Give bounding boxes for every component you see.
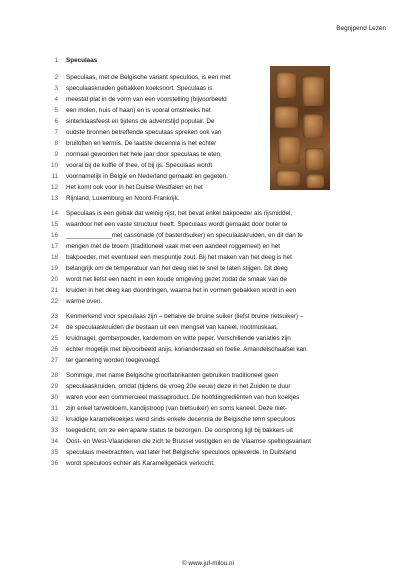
line-text: een molen, huis of haan) en is vooral omstreeks het [66, 107, 211, 114]
line-text: vooral bij de koffie of thee, of bij ijs. Speculaas wordt [66, 162, 213, 169]
line-text: warme oven. [66, 298, 103, 305]
line-number: 10 [50, 162, 58, 169]
line-text: wordt het liefst een nacht in een koude omgeving gezet zodat de smaak van de [66, 276, 288, 283]
line-number: 32 [50, 416, 58, 423]
line-number: 24 [50, 324, 58, 331]
line-text: _____________met cassonade (of basterdsuiker) en speculaaskruiden, en dit dan te [66, 232, 303, 239]
line-number: 35 [50, 449, 58, 456]
line-number: 26 [50, 346, 58, 353]
line-number: 15 [50, 221, 58, 228]
line-text: waardoor het een vaste structuur heeft. Speculaas wordt gemaakt door boter te [66, 221, 288, 228]
line-number: 33 [50, 427, 58, 434]
line-number: 19 [50, 265, 58, 272]
line-number: 16 [50, 232, 58, 239]
line-text: waren voor een commercieel massaproduct. De hoofdingrediënten van hun koekjes [66, 394, 300, 401]
line-number: 1 [54, 57, 58, 64]
line-text: oudste bronnen betreffende speculaas spreken ook van [66, 129, 222, 136]
line-number: 2 [54, 74, 58, 81]
line-text: kruidnagel, gemberpoeder, kardemom en witte peper. Verschillende variaties zijn [66, 335, 291, 342]
line-text: bruiloften en kermis. De laatste decennia is het echter [66, 140, 217, 147]
article-title: Speculaas [66, 57, 98, 64]
line-text: belangrijk om de temperatuur van het deeg niet te snel te laten stijgen. Dit deeg [66, 265, 288, 272]
line-text: toegedicht, om ze een aparte status te bezorgen. De oorsprong ligt bij bakkers uit [66, 427, 293, 434]
line-text: wordt speculoos echter als Karamellgebäck verkocht. [66, 460, 215, 467]
line-number: 8 [54, 140, 58, 147]
line-number: 28 [50, 372, 58, 379]
line-number: 29 [50, 383, 58, 390]
line-number: 13 [50, 195, 58, 202]
line-text: echter mogelijk met bijvoorbeeld anijs, korianderzaad en foelie. Amandelschaafsel kan [66, 346, 307, 353]
line-number: 12 [50, 184, 58, 191]
line-text: Sommige, met name Belgische grootfabrikanten gebruiken traditioneel geen [66, 372, 279, 379]
line-text: speculaaskruiden, omdat (tijdens de vroeg 20e eeuw) deze in het Zuiden te duur [66, 383, 291, 390]
line-text: Kenmerkend voor speculaas zijn – behalve de bruine suiker (liefst bruine rietsuiker) – [66, 313, 304, 320]
line-number: 21 [50, 287, 58, 294]
line-number: 18 [50, 254, 58, 261]
footer-copyright: © www.juf-milou.nl [182, 560, 234, 567]
line-number: 30 [50, 394, 58, 401]
line-number: 25 [50, 335, 58, 342]
line-text: voornamelijk in België en Nederland gemaakt en gegeten. [66, 173, 228, 180]
line-number: 4 [54, 96, 58, 103]
line-text: de speculaaskruiden die bestaan uit een mengsel van kaneel, nootmuskaat, [66, 324, 278, 331]
line-text: Speculaas is een gebak dat weinig rijst, het bevat enkel bakpoeder als rijsmiddel, [66, 210, 293, 217]
line-text: meestal plat in de vorm van een voorstelling (bijvoorbeeld [66, 96, 227, 103]
line-number: 5 [54, 107, 58, 114]
line-text: ter garnering worden toegevoegd. [66, 357, 161, 364]
line-number: 17 [50, 243, 58, 250]
line-number: 31 [50, 405, 58, 412]
line-text: normaal geworden het hele jaar door speculaas te eten, [66, 151, 222, 158]
line-text: zijn enkel tarwebloem, kandijstroop (van bietsuiker) en soms kaneel. Deze niet- [66, 405, 287, 412]
line-number: 34 [50, 438, 58, 445]
speculaas-mold-image [270, 66, 330, 190]
line-text: kruiden in het deeg kan doordringen, waarna het in vormen gebakken wordt in een [66, 287, 297, 294]
line-number: 27 [50, 357, 58, 364]
line-text: bakpoeder, met eventueel een mespuntje zout. Bij het maken van het deeg is het [66, 254, 292, 261]
line-number: 7 [54, 129, 58, 136]
line-number: 6 [54, 118, 58, 125]
line-text: mengen met de bloem (traditioneel vaak met een aandeel roggemeel) en het [66, 243, 281, 250]
line-number: 36 [50, 460, 58, 467]
line-text: Rijnland, Luxemburg en Noord-Frankrijk. [66, 195, 180, 202]
line-text: speculaaskruiden gebakken koeksoort. Speculaas is [66, 85, 213, 92]
line-text: kruidige karamelkoekjes werd sinds enkele decennia de Belgische term speculoos [66, 416, 296, 423]
header-label: Begrijpend Lezen [336, 25, 386, 32]
line-number: 14 [50, 210, 58, 217]
line-text: sinterklaasfeest en tijdens de adventstijd populair. De [66, 118, 215, 125]
line-number: 9 [54, 151, 58, 158]
line-number: 11 [51, 173, 58, 180]
line-text: Het komt ook voor in het Duitse Westfalen en het [66, 184, 203, 191]
line-number: 23 [50, 313, 58, 320]
line-number: 22 [50, 298, 58, 305]
line-text: speculaus meebrachten, wat later het Belgische speculoos opleverde. In Duitsland [66, 449, 297, 456]
line-text: Oost- en West-Vlaanderen die zich te Brussel vestigden en de Vlaamse spellingsvariant [66, 438, 312, 445]
line-text: Speculaas, met de Belgische variant speculoos, is een met [66, 74, 231, 81]
line-number: 20 [50, 276, 58, 283]
line-number: 3 [54, 85, 58, 92]
